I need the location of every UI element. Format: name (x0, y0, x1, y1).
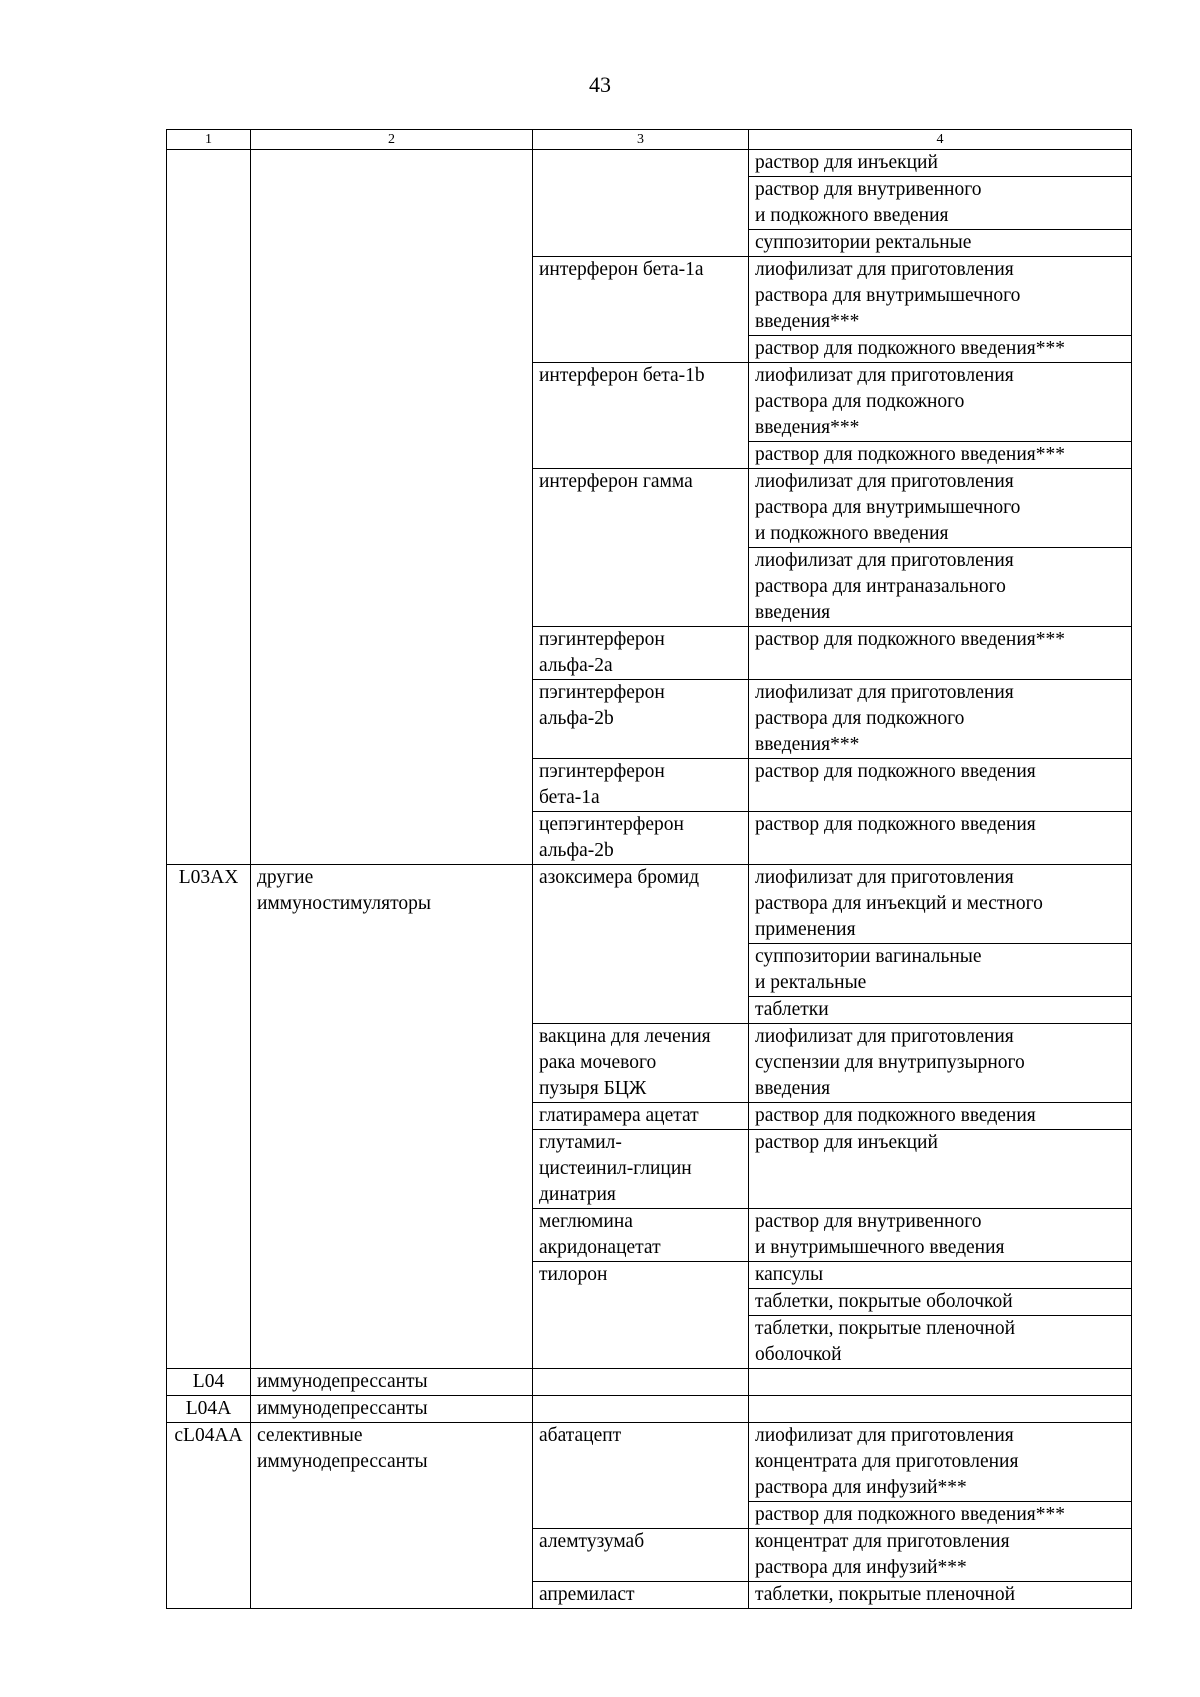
dosage-forms-cell (749, 257, 1132, 363)
dosage-form: раствор для внутривенного и внутримышечного введения (755, 1211, 1005, 1258)
dosage-form: капсулы (749, 1262, 1131, 1289)
dosage-form: лиофилизат для приготовления суспензии для внутрипузырного введения (755, 1026, 1025, 1099)
dosage-forms-cell (749, 469, 1132, 627)
dosage-form: суппозитории ректальные (755, 232, 972, 253)
dosage-forms-cell (749, 1423, 1132, 1529)
drug-name-cell: интерферон гамма (533, 469, 749, 627)
atc-code-cell: L04A (167, 1396, 251, 1423)
drug-name-cell: апремиласт (533, 1582, 749, 1609)
atc-code-cell: cL04AA (167, 1423, 251, 1609)
dosage-forms-cell (749, 1529, 1132, 1582)
dosage-form: концентрат для приготовления раствора для инфузий*** (755, 1531, 1010, 1578)
drug-name-cell: глутамил- цистеинил-глицин динатрия (533, 1130, 749, 1209)
atc-group-name-cell: селективные иммунодепрессанты (251, 1423, 533, 1609)
drug-name-cell (533, 150, 749, 257)
dosage-form: раствор для подкожного введения (755, 814, 1036, 835)
drug-name-cell: пэгинтерферон альфа-2b (533, 680, 749, 759)
dosage-forms-cell (749, 1209, 1132, 1262)
atc-group-name-cell: иммунодепрессанты (251, 1369, 533, 1396)
atc-group-name-cell: другие иммуностимуляторы (251, 865, 533, 1369)
dosage-form: раствор для инъекций (749, 150, 1131, 177)
dosage-form: лиофилизат для приготовления раствора для интраназального введения (755, 550, 1014, 623)
drug-name-cell: цепэгинтерферон альфа-2b (533, 812, 749, 865)
dosage-form: лиофилизат для приготовления раствора для подкожного введения*** (755, 682, 1014, 755)
dosage-form: раствор для внутривенного и подкожного введения (749, 177, 1131, 230)
column-number-4: 4 (749, 130, 1132, 150)
dosage-forms-cell (749, 865, 1132, 1024)
dosage-form: раствор для подкожного введения*** (755, 338, 1065, 359)
table-row (167, 1369, 1132, 1396)
dosage-form: таблетки, покрытые пленочной оболочкой (755, 1318, 1016, 1365)
dosage-form: лиофилизат для приготовления концентрата для приготовления раствора для инфузий*** (749, 1423, 1131, 1502)
drug-list-table-wrapper (166, 129, 1131, 1609)
dosage-form: лиофилизат для приготовления раствора для внутримышечного и подкожного введения (749, 469, 1131, 548)
dosage-forms-cell (749, 1103, 1132, 1130)
dosage-form (749, 1369, 1131, 1395)
dosage-forms-cell (749, 627, 1132, 680)
atc-group-name-cell (251, 150, 533, 865)
dosage-form: лиофилизат для приготовления раствора для внутримышечного введения*** (749, 257, 1131, 336)
atc-group-name-cell: иммунодепрессанты (251, 1396, 533, 1423)
drug-name-cell: азоксимера бромид (533, 865, 749, 1024)
atc-code-cell (167, 150, 251, 865)
dosage-form: лиофилизат для приготовления раствора для подкожного введения*** (749, 363, 1131, 442)
atc-code-cell: L03AX (167, 865, 251, 1369)
dosage-forms-cell (749, 363, 1132, 469)
dosage-forms-cell (749, 680, 1132, 759)
dosage-forms-cell (749, 1024, 1132, 1103)
drug-name-cell: абатацепт (533, 1423, 749, 1529)
dosage-form: раствор для подкожного введения*** (755, 1504, 1065, 1525)
dosage-form: раствор для подкожного введения*** (755, 444, 1065, 465)
drug-name-cell: интерферон бета-1a (533, 257, 749, 363)
dosage-form: таблетки, покрытые оболочкой (749, 1289, 1131, 1316)
table-row (167, 1396, 1132, 1423)
column-number-3: 3 (533, 130, 749, 150)
dosage-form: раствор для подкожного введения (755, 761, 1036, 782)
dosage-forms-cell (749, 1262, 1132, 1369)
dosage-form: таблетки, покрытые пленочной (755, 1584, 1016, 1605)
dosage-form: раствор для инъекций (755, 1132, 938, 1153)
page-number: 43 (589, 72, 611, 97)
dosage-forms-cell (749, 1396, 1132, 1423)
dosage-form (749, 1396, 1131, 1422)
dosage-form: суппозитории вагинальные и ректальные (749, 944, 1131, 997)
drug-list-table (166, 129, 1132, 1609)
drug-name-cell (533, 1396, 749, 1423)
table-row (167, 1423, 1132, 1529)
drug-name-cell: пэгинтерферон бета-1a (533, 759, 749, 812)
drug-name-cell: алемтузумаб (533, 1529, 749, 1582)
dosage-form: раствор для подкожного введения (755, 1105, 1036, 1126)
dosage-forms-cell (749, 1582, 1132, 1609)
dosage-forms-cell (749, 1369, 1132, 1396)
drug-name-cell: глатирамера ацетат (533, 1103, 749, 1130)
dosage-form: раствор для подкожного введения*** (755, 629, 1065, 650)
table-header (167, 130, 1132, 150)
drug-name-cell: пэгинтерферон альфа-2a (533, 627, 749, 680)
drug-name-cell (533, 1369, 749, 1396)
drug-name-cell: интерферон бета-1b (533, 363, 749, 469)
column-number-1: 1 (167, 130, 251, 150)
table-row (167, 865, 1132, 1024)
table-body (167, 150, 1132, 1609)
dosage-form: таблетки (755, 999, 829, 1020)
dosage-forms-cell (749, 1130, 1132, 1209)
dosage-forms-cell (749, 812, 1132, 865)
drug-name-cell: тилорон (533, 1262, 749, 1369)
column-number-2: 2 (251, 130, 533, 150)
drug-name-cell: вакцина для лечения рака мочевого пузыря БЦЖ (533, 1024, 749, 1103)
dosage-form: лиофилизат для приготовления раствора для инъекций и местного применения (749, 865, 1131, 944)
table-row (167, 150, 1132, 257)
atc-code-cell: L04 (167, 1369, 251, 1396)
dosage-forms-cell (749, 759, 1132, 812)
drug-name-cell: меглюмина акридонацетат (533, 1209, 749, 1262)
dosage-forms-cell (749, 150, 1132, 257)
